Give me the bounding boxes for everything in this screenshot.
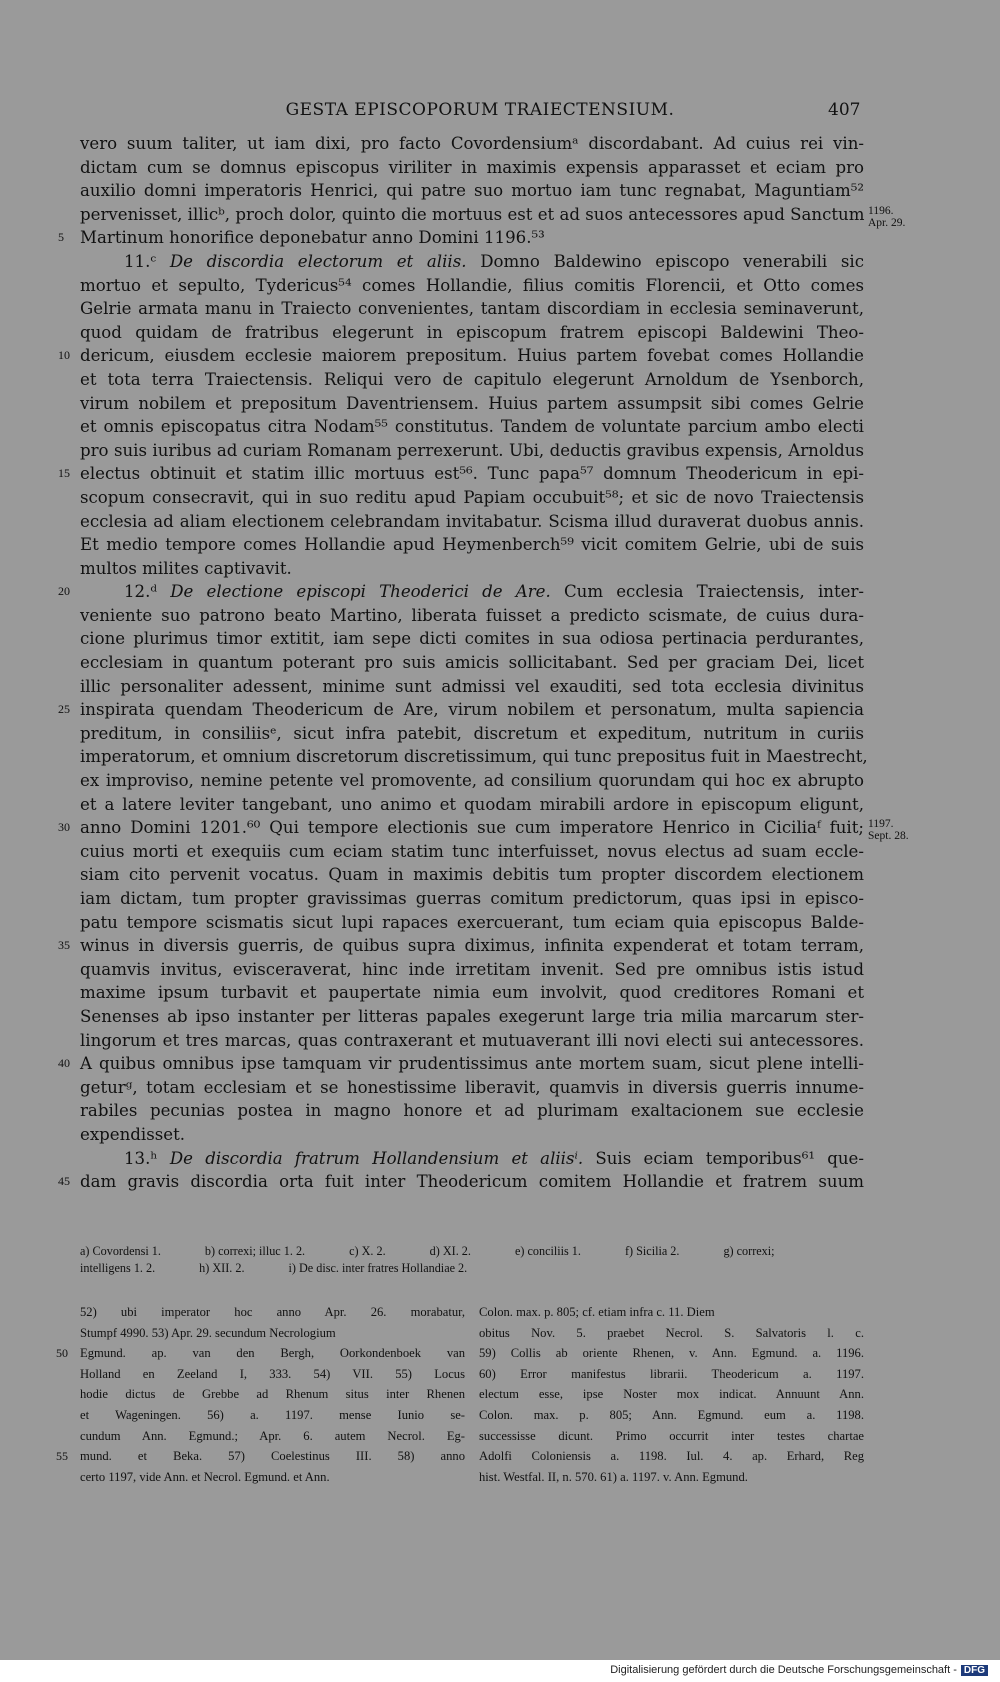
- footnotes-right-column: [479, 1302, 864, 1487]
- line-text: multos milites captivavit.: [80, 558, 292, 578]
- footnote-line: [479, 1467, 864, 1488]
- text-line: [80, 368, 864, 392]
- line-number: 25: [58, 702, 70, 717]
- footnote-line: [479, 1384, 864, 1405]
- page-number: 407: [828, 100, 861, 120]
- footnote-line: [479, 1446, 864, 1467]
- line-text: electus obtinuit et statim illic mortuus est⁵⁶. Tunc papa⁵⁷ domnum Theodericum in epi-: [80, 464, 864, 484]
- line-text: anno Domini 1201.⁶⁰ Qui tempore electionis sue cum imperatore Henrico in Ciciliaᶠ fuit;: [80, 818, 864, 838]
- footnote-text: mund. et Beka. 57) Coelestinus III. 58) anno: [80, 1449, 465, 1464]
- variant-note: d) XI. 2.: [429, 1244, 471, 1258]
- text-line: [58, 816, 909, 843]
- text-line: [80, 510, 864, 534]
- text-line: [80, 297, 864, 321]
- footnote-text: obitus Nov. 5. praebet Necrol. S. Salvatoris l. c.: [479, 1325, 864, 1340]
- line-text: Cum ecclesia Traiectensis, inter-: [563, 582, 864, 602]
- footnote-text: electum esse, ipse Noster mox indicat. Annuunt Ann.: [479, 1387, 864, 1402]
- variant-notes-row: [80, 1260, 880, 1277]
- footnote-line: [80, 1323, 465, 1344]
- margin-note-date: Sept. 28.: [868, 830, 909, 843]
- line-number: 35: [58, 938, 70, 953]
- line-text: scopum consecravit, qui in suo reditu apud Papiam occubuit⁵⁸; et sic de novo Traiectensis: [80, 487, 864, 507]
- line-text: Senenses ab ipso instanter per litteras papales exegerunt large tria milia marcarum ster-: [80, 1006, 864, 1026]
- text-line: [80, 651, 864, 675]
- main-text: [58, 132, 909, 1194]
- line-text: veniente suo patrono beato Martino, liberata fuisset a predicto scismate, de cuius dura-: [80, 605, 864, 625]
- margin-date-note: [868, 818, 909, 842]
- line-text: ex improviso, nemine petente vel promovente, ad consilium quorundam qui hoc ex abrupto: [80, 771, 864, 791]
- text-line: [80, 132, 864, 156]
- line-number: 40: [58, 1056, 70, 1071]
- line-text: ecclesia ad aliam electionem celebrandam invitabatur. Scisma illud duraverat duobus annis.: [80, 511, 864, 531]
- line-text: Et medio tempore comes Hollandie apud Heymenberch⁵⁹ vicit comitem Gelrie, ubi de suis: [80, 535, 864, 555]
- footnote-line: [80, 1384, 465, 1405]
- line-text: winus in diversis guerris, de quibus supra diximus, infinita expenderat et totam terram,: [80, 936, 864, 956]
- variant-note: intelligens 1. 2.: [80, 1261, 156, 1275]
- line-text: vero suum taliter, ut iam dixi, pro facto Covordensiumᵃ discordabant. Ad cuius rei vin-: [80, 134, 864, 153]
- chapter-heading: De discordia fratrum Hollandensium et aliisⁱ.: [169, 1148, 584, 1168]
- margin-note-year: 1196.: [868, 204, 894, 217]
- text-line: [80, 1147, 864, 1171]
- line-text: siam cito pervenit vocatus. Quam in maximis debitis tum propter discordem electionem: [80, 865, 864, 885]
- footnote-text: 59) Collis ab oriente Rhenen, v. Ann. Egmund. a. 1196.: [479, 1346, 864, 1361]
- footnote-text: successisse dicunt. Primo occurrit inter testes chartae: [479, 1428, 864, 1443]
- line-text: et a latere leviter tangebant, uno animo et quodam mirabili ardore in episcopum eligunt,: [80, 794, 864, 814]
- line-text: auxilio domni imperatoris Henrici, qui patre suo mortuo iam tunc regnabat, Maguntiam⁵²: [80, 181, 864, 201]
- variant-notes-row: [80, 1243, 880, 1260]
- line-text: quamvis invitus, evisceraverat, hinc inde irretitam invenit. Sed pre omnibus istis istud: [80, 959, 864, 979]
- text-line: [58, 462, 864, 486]
- variant-note: a) Covordensi 1.: [80, 1244, 161, 1258]
- text-line: [80, 604, 864, 628]
- footnote-line: [479, 1405, 864, 1426]
- line-text: dam gravis discordia orta fuit inter Theodericum comitem Hollandie et fratrem suum: [80, 1172, 864, 1192]
- text-line: [80, 911, 864, 935]
- margin-date-note: [868, 205, 905, 229]
- text-line: [80, 203, 906, 229]
- line-number: 10: [58, 348, 70, 363]
- variant-notes: [80, 1243, 880, 1277]
- text-line: [80, 1029, 864, 1053]
- text-line: [80, 840, 864, 864]
- text-line: [80, 958, 864, 982]
- text-line: [80, 1005, 864, 1029]
- margin-note-year: 1197.: [868, 818, 894, 831]
- text-line: [58, 934, 864, 958]
- line-text: inspirata quendam Theodericum de Are, virum nobilem et personatum, multa sapiencia: [80, 700, 864, 720]
- text-line: [80, 675, 864, 699]
- line-number: 15: [58, 466, 70, 481]
- variant-note: f) Sicilia 2.: [624, 1244, 680, 1258]
- line-text: A quibus omnibus ipse tamquam vir prudentissimus ante mortem suam, sicut plene intelli-: [80, 1054, 864, 1074]
- line-number: 5: [58, 230, 64, 245]
- text-line: [80, 486, 864, 510]
- footnote-line: [56, 1343, 465, 1364]
- line-text: pro suis iuribus ad curiam Romanam perrexerunt. Ubi, deductis gravibus expensis, Arnoldus: [80, 440, 864, 460]
- footnote-line: [479, 1343, 864, 1364]
- line-text: Martinum honorifice deponebatur anno Domini 1196.⁵³: [80, 228, 545, 248]
- line-number: 50: [56, 1346, 68, 1361]
- line-text: cuius morti et exequiis cum eciam statim tunc interfuisset, novus electus ad suam eccle-: [80, 841, 864, 861]
- line-text: cione plurimus timor extitit, iam sepe dicti comites in sua odiosa pertinacia perdurantes,: [80, 629, 864, 649]
- text-line: [58, 1052, 864, 1076]
- line-number: 55: [56, 1449, 68, 1464]
- line-text: geturᵍ, totam ecclesiam et se honestissime liberavit, quamvis in diversis guerris innume-: [80, 1077, 864, 1097]
- line-text: dictam cum se domnus episcopus viriliter in maximis expensis apparasset et eciam pro: [80, 157, 864, 177]
- footnote-text: Colon. max. p. 805; cf. etiam infra c. 11. Diem: [479, 1305, 715, 1319]
- line-text: mortuo et sepulto, Tydericus⁵⁴ comes Hollandie, filius comitis Florencii, et Otto comes: [80, 275, 864, 295]
- line-text: quod quidam de fratribus elegerunt in episcopum fratrem episcopi Baldewini Theo-: [80, 322, 864, 342]
- text-line: [80, 745, 868, 769]
- line-text: dericum, eiusdem ecclesie maiorem prepositum. Huius partem fovebat comes Hollandie: [80, 346, 864, 366]
- text-line: [80, 887, 864, 911]
- text-line: [58, 580, 864, 604]
- variant-note: i) De disc. inter fratres Hollandiae 2.: [288, 1261, 468, 1275]
- text-line: [80, 722, 864, 746]
- text-line: [80, 793, 864, 817]
- line-text: et tota terra Traiectensis. Reliqui vero de capitulo elegerunt Arnoldum de Ysenborch,: [80, 369, 864, 389]
- line-text: pervenisset, illicᵇ, proch dolor, quinto die mortuus est et ad suos antecessores apud Sanctum: [80, 204, 865, 224]
- line-text: iam dictam, tum propter gravissimas guerras comitum predictorum, quas ipsi in episco-: [80, 889, 864, 908]
- dfg-logo: DFG: [961, 1665, 988, 1676]
- footnotes-left-column: [56, 1302, 465, 1487]
- footnote-line: [56, 1446, 465, 1467]
- footnote-text: certo 1197, vide Ann. et Necrol. Egmund. et Ann.: [80, 1469, 330, 1484]
- variant-note: c) X. 2.: [349, 1244, 386, 1258]
- text-line: [80, 179, 864, 203]
- text-line: [80, 250, 864, 274]
- variant-note: b) correxi; illuc 1. 2.: [204, 1244, 306, 1258]
- chapter-heading: De electione episcopi Theoderici de Are.: [170, 582, 551, 602]
- footnote-line: [479, 1426, 864, 1447]
- text-line: [80, 415, 864, 439]
- text-line: [80, 533, 864, 557]
- footnote-line: [80, 1302, 465, 1323]
- line-number: 20: [58, 584, 70, 599]
- line-text: Gelrie armata manu in Traiecto convenientes, tantam discordiam in ecclesia seminaverunt,: [80, 299, 864, 319]
- text-line: [58, 344, 864, 368]
- text-line: [80, 981, 864, 1005]
- text-line: [80, 627, 864, 651]
- footnote-text: et Wageningen. 56) a. 1197. mense Iunio se-: [80, 1407, 465, 1422]
- footnote-line: [479, 1323, 864, 1344]
- text-line: [80, 439, 864, 463]
- line-number: 45: [58, 1174, 70, 1189]
- digitization-credit: [610, 1664, 988, 1676]
- text-line: [58, 698, 864, 722]
- credit-text: Digitalisierung gefördert durch die Deutsche Forschungsgemeinschaft -: [610, 1664, 957, 1676]
- line-text: maxime ipsum turbavit et paupertate nimia eum involvit, quod creditores Romani et: [80, 983, 864, 1003]
- text-line: [80, 557, 864, 581]
- footnote-text: hist. Westfal. II, n. 570. 61) a. 1197. v. Ann. Egmund.: [479, 1469, 748, 1484]
- text-line: [58, 226, 864, 250]
- variant-note: h) XII. 2.: [199, 1261, 245, 1275]
- chapter-heading: De discordia electorum et aliis.: [169, 251, 467, 271]
- line-text: virum nobilem et prepositum Daventriensem. Huius partem assumpsit sibi comes Gelrie: [80, 393, 864, 413]
- line-text: et omnis episcopatus citra Nodam⁵⁵ constitutus. Tandem de voluntate parcium ambo electi: [80, 417, 864, 437]
- footnote-text: Stumpf 4990. 53) Apr. 29. secundum Necrologium: [80, 1325, 336, 1340]
- footnote-text: Adolfi Coloniensis a. 1198. Iul. 4. ap. Erhard, Reg: [479, 1449, 864, 1464]
- line-text: lingorum et tres marcas, quas contraxerant et mutuaverant illi novi electi sui antecessores.: [80, 1030, 864, 1050]
- footnote-text: hodie dictus de Grebbe ad Rhenum situs inter Rhenen: [80, 1387, 465, 1402]
- footnote-text: 52) ubi imperator hoc anno Apr. 26. morabatur,: [80, 1305, 465, 1319]
- line-text: illic personaliter adessent, minime sunt admissi vel exauditi, sed tota ecclesia divinitus: [80, 676, 864, 696]
- text-line: [80, 1123, 864, 1147]
- chapter-number: 12.ᵈ: [124, 582, 158, 602]
- text-line: [80, 274, 864, 298]
- footnote-line: [80, 1467, 465, 1488]
- chapter-number: 13.ʰ: [124, 1148, 158, 1168]
- variant-note: g) correxi;: [723, 1244, 775, 1258]
- footnote-text: cundum Ann. Egmund.; Apr. 6. autem Necrol. Eg-: [80, 1428, 465, 1443]
- footnote-text: 60) Error manifestus librarii. Theodericum a. 1197.: [479, 1366, 864, 1381]
- line-text: Domno Baldewino episcopo venerabili sic: [480, 251, 864, 271]
- text-line: [80, 769, 864, 793]
- text-line: [80, 156, 864, 180]
- footnote-line: [80, 1364, 465, 1385]
- line-text: preditum, in consiliisᵉ, sicut infra patebit, discretum et expeditum, nutritum in curiis: [80, 723, 864, 743]
- line-number: 30: [58, 820, 70, 835]
- text-line: [80, 392, 864, 416]
- line-text: imperatorum, et omnium discretorum discretissimum, qui tunc prepositus fuit in Maestrecht,: [80, 747, 868, 767]
- footnote-line: [479, 1364, 864, 1385]
- text-line: [80, 1099, 864, 1123]
- chapter-number: 11.ᶜ: [124, 251, 157, 271]
- line-text: patu tempore scismatis sicut lupi rapaces exercuerant, tum eciam quia episcopus Balde-: [80, 912, 864, 932]
- text-line: [80, 1076, 864, 1100]
- text-line: [58, 1170, 864, 1194]
- line-text: expendisset.: [80, 1124, 186, 1144]
- footnote-line: [80, 1405, 465, 1426]
- line-text: rabiles pecunias postea in magno honore et ad plurimam exaltacionem sue ecclesie: [80, 1101, 864, 1121]
- footnote-line: [479, 1302, 864, 1323]
- footnote-line: [80, 1426, 465, 1447]
- footnote-text: Egmund. ap. van den Bergh, Oorkondenboek van: [80, 1346, 465, 1361]
- footnote-text: Colon. max. p. 805; Ann. Egmund. eum a. 1198.: [479, 1407, 864, 1422]
- variant-note: e) conciliis 1.: [514, 1244, 581, 1258]
- margin-note-date: Apr. 29.: [868, 216, 906, 229]
- footnote-text: Holland en Zeeland I, 333. 54) VII. 55) Locus: [80, 1366, 465, 1381]
- line-text: ecclesiam in quantum poterant pro suis amicis sollicitabant. Sed per graciam Dei, licet: [80, 653, 864, 673]
- running-title: GESTA EPISCOPORUM TRAIECTENSIUM.: [285, 100, 675, 120]
- page-header: [0, 100, 1000, 126]
- text-line: [80, 321, 864, 345]
- text-line: [80, 863, 864, 887]
- line-text: Suis eciam temporibus⁶¹ que-: [595, 1148, 864, 1168]
